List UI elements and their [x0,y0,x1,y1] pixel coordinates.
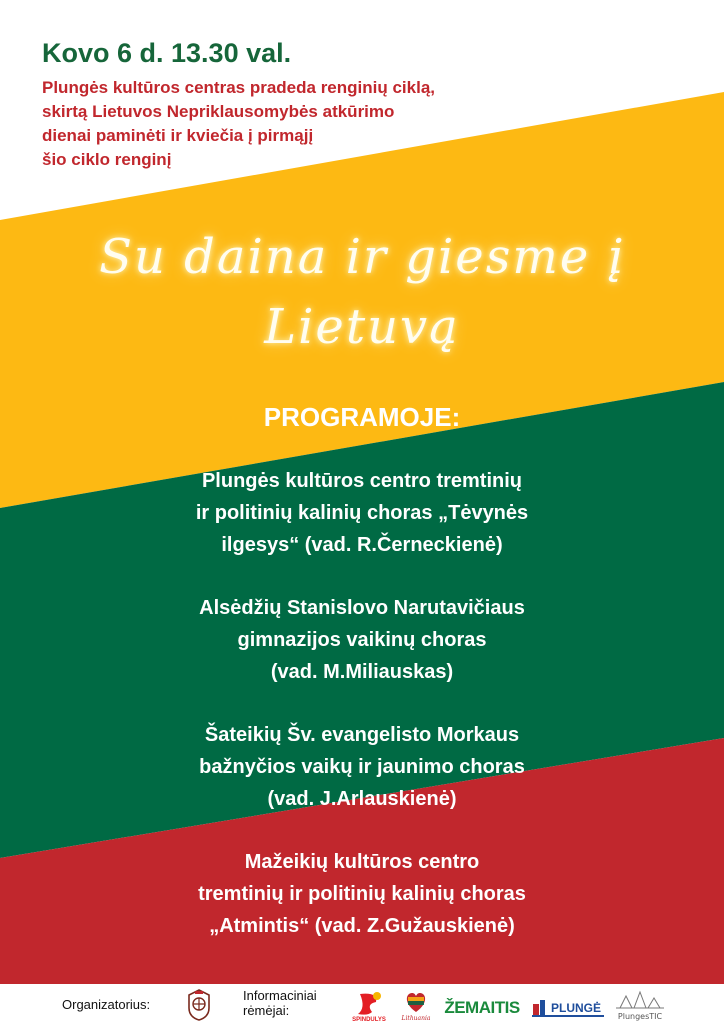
plunges-tic-logo-text: PlungesTIC [617,1012,663,1021]
lithuania-heart-logo [398,988,434,1022]
program-item-line: bažnyčios vaikų ir jaunimo choras [199,756,525,778]
program-list [62,465,662,973]
program-item-line: tremtinių ir politinių kalinių choras [198,883,526,905]
intro-text [42,76,562,172]
plunge-logo [532,994,604,1018]
spindulys-logo [352,990,386,1022]
plunges-tic-logo [612,988,668,1022]
program-item-line: Šateikių Šv. evangelisto Morkaus [204,724,520,746]
program-item [62,592,662,688]
program-item-line: (vad. M.Miliauskas) [270,661,454,683]
program-item-line: ilgesys“ (vad. R.Černeckienė) [221,534,503,556]
event-title [40,222,684,362]
intro-line: šio ciklo renginį [42,150,172,169]
program-item-line: ir politinių kalinių choras „Tėvynės [195,502,529,524]
organizers-label: Organizatorius: [62,997,151,1012]
event-title-line: Lietuvą [264,299,460,355]
program-item-line: Plungės kultūros centro tremtinių [201,470,523,492]
lithuania-logo-text: Lithuania [401,1015,431,1022]
sponsors-label [243,988,333,1018]
program-item-line: Alsėdžių Stanislovo Narutavičiaus [199,597,525,619]
intro-line: skirtą Lietuvos Nepriklausomybės atkūrimo [42,102,395,121]
program-item-line: gimnazijos vaikinų choras [237,629,487,651]
spindulys-logo-text: SPINDULYS [352,1017,386,1022]
zemaitis-logo-text: ŽEMAITIS [444,998,520,1017]
program-heading: PROGRAMOJE: [263,402,461,432]
program-item-line: (vad. J.Arlauskienė) [267,788,457,810]
event-date-time: Kovo 6 d. 13.30 val. [42,38,292,68]
sponsors-label-line: Informaciniai [243,988,317,1003]
program-item-line: Mažeikių kultūros centro [244,851,480,873]
program-item [62,465,662,561]
event-title-line: Su daina ir giesme į [99,229,625,285]
intro-line: dienai paminėti ir kviečia į pirmąjį [42,126,314,145]
program-item-line: „Atmintis“ (vad. Z.Gužauskienė) [209,915,515,937]
sponsors-label-line: rėmėjai: [243,1003,290,1018]
organizer-emblem-logo [186,988,212,1022]
zemaitis-logo [444,994,520,1018]
program-item [62,719,662,815]
program-item [62,846,662,942]
intro-line: Plungės kultūros centras pradeda renginių ciklą, [42,78,436,97]
plunge-logo-text: PLUNGĖ [550,1001,602,1015]
